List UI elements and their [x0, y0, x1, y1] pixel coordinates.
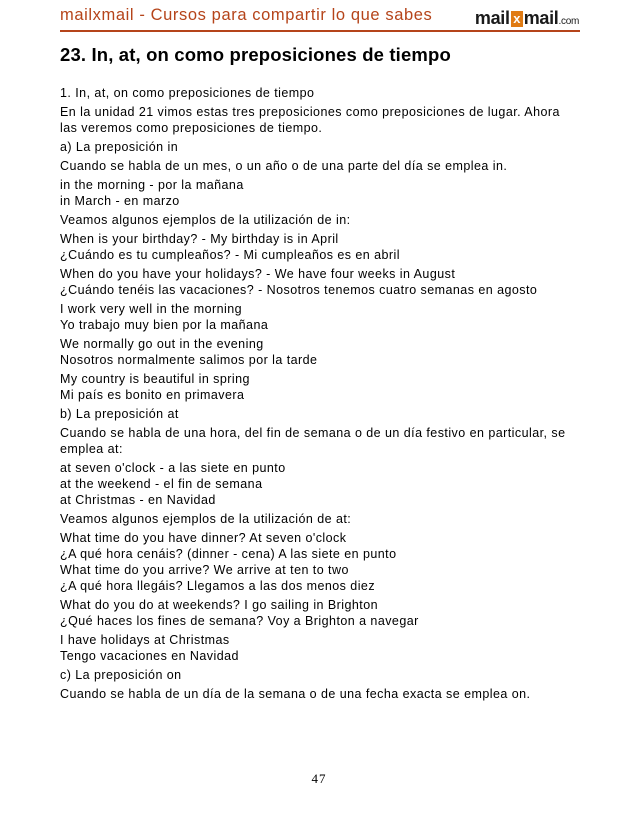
page-content	[60, 44, 580, 705]
text-line: Yo trabajo muy bien por la mañana	[60, 318, 269, 332]
text-line: ¿A qué hora llegáis? Llegamos a las dos menos diez	[60, 579, 376, 593]
paragraph	[60, 530, 580, 594]
text-line: We normally go out in the evening	[60, 337, 264, 351]
text-line: ¿Qué haces los fines de semana? Voy a Brighton a navegar	[60, 614, 419, 628]
text-line: En la unidad 21 vimos estas tres preposiciones como preposiciones de lugar. Ahora	[60, 105, 560, 119]
text-line: emplea at:	[60, 442, 123, 456]
text-line: b) La preposición at	[60, 407, 179, 421]
text-line: at Christmas - en Navidad	[60, 493, 216, 507]
text-line: at the weekend - el fin de semana	[60, 477, 263, 491]
page-number: 47	[311, 771, 327, 786]
paragraph	[60, 212, 580, 228]
text-line: a) La preposición in	[60, 140, 179, 154]
text-line: Tengo vacaciones en Navidad	[60, 649, 239, 663]
text-line: I work very well in the morning	[60, 302, 243, 316]
text-line: Veamos algunos ejemplos de la utilización de in:	[60, 213, 351, 227]
paragraph	[60, 371, 580, 403]
text-line: I have holidays at Christmas	[60, 633, 230, 647]
text-line: Cuando se habla de un mes, o un año o de una parte del día se emplea in.	[60, 159, 508, 173]
text-line: ¿Cuándo es tu cumpleaños? - Mi cumpleaños es en abril	[60, 248, 400, 262]
text-line: Cuando se habla de un día de la semana o de una fecha exacta se emplea on.	[60, 687, 531, 701]
text-line: in the morning - por la mañana	[60, 178, 244, 192]
paragraph	[60, 667, 580, 683]
logo-suffix: .com	[558, 16, 579, 27]
paragraph	[60, 85, 580, 101]
logo-text-left: mail	[474, 8, 510, 28]
paragraph	[60, 336, 580, 368]
text-line: Nosotros normalmente salimos por la tarde	[60, 353, 318, 367]
header-tagline: mailxmail - Cursos para compartir lo que sabes	[60, 6, 433, 24]
paragraph	[60, 597, 580, 629]
text-line: at seven o'clock - a las siete en punto	[60, 461, 286, 475]
paragraph	[60, 177, 580, 209]
header-divider	[60, 30, 580, 32]
page-title: 23. In, at, on como preposiciones de tiempo	[60, 44, 451, 65]
logo-x-icon: x	[511, 11, 523, 27]
text-line: What do you do at weekends? I go sailing in Brighton	[60, 598, 379, 612]
paragraph	[60, 231, 580, 263]
text-line: ¿A qué hora cenáis? (dinner - cena) A las siete en punto	[60, 547, 397, 561]
text-line: My country is beautiful in spring	[60, 372, 250, 386]
text-line: c) La preposición on	[60, 668, 182, 682]
paragraph	[60, 511, 580, 527]
text-line: What time do you have dinner? At seven o'clock	[60, 531, 347, 545]
paragraph	[60, 686, 580, 702]
paragraph	[60, 406, 580, 422]
text-line: in March - en marzo	[60, 194, 180, 208]
text-line: When do you have your holidays? - We have four weeks in August	[60, 267, 456, 281]
page-header	[60, 6, 579, 30]
text-line: ¿Cuándo tenéis las vacaciones? - Nosotros tenemos cuatro semanas en agosto	[60, 283, 538, 297]
text-line: Cuando se habla de una hora, del fin de semana o de un día festivo en particular, se	[60, 426, 566, 440]
paragraph	[60, 425, 580, 457]
text-line: Veamos algunos ejemplos de la utilización de at:	[60, 512, 352, 526]
paragraph	[60, 266, 580, 298]
logo-text-right: mail	[523, 8, 559, 28]
paragraph	[60, 301, 580, 333]
paragraph	[60, 460, 580, 508]
paragraph	[60, 632, 580, 664]
text-line: What time do you arrive? We arrive at ten to two	[60, 563, 349, 577]
text-line: When is your birthday? - My birthday is in April	[60, 232, 339, 246]
text-line: 1. In, at, on como preposiciones de tiempo	[60, 86, 315, 100]
paragraph	[60, 158, 580, 174]
paragraph	[60, 104, 580, 136]
body-text	[60, 85, 580, 702]
text-line: Mi país es bonito en primavera	[60, 388, 245, 402]
mailxmail-logo[interactable]	[475, 8, 579, 29]
paragraph	[60, 139, 580, 155]
text-line: las veremos como preposiciones de tiempo.	[60, 121, 323, 135]
